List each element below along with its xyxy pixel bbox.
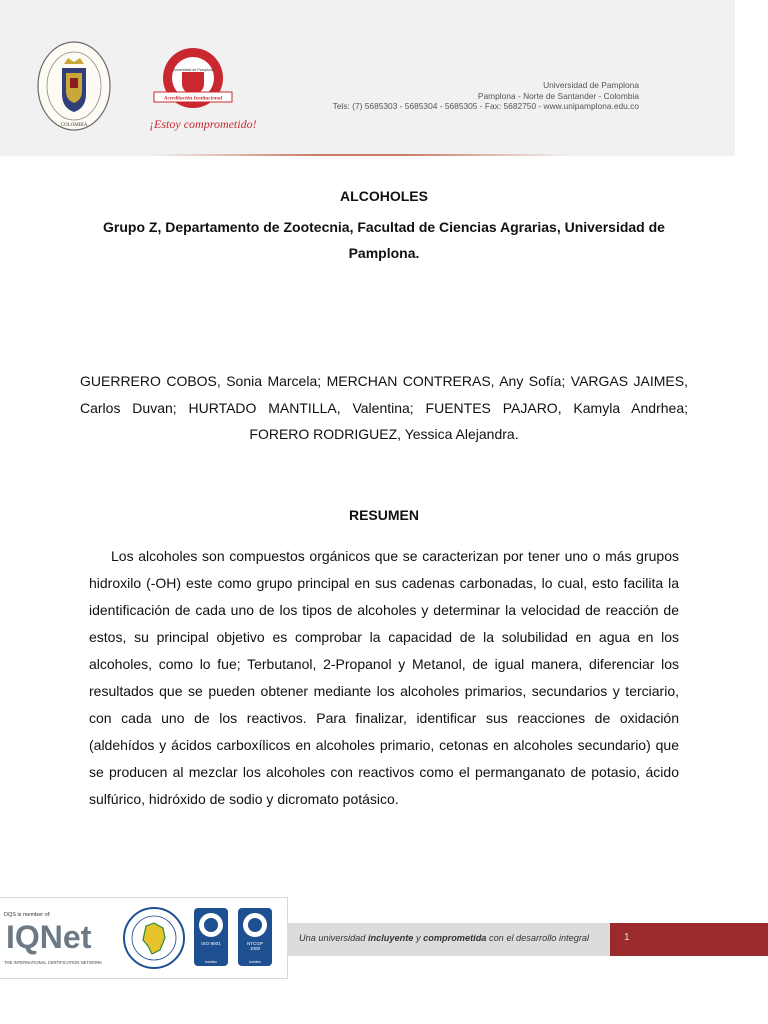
ntcgp-1000-badge — [238, 908, 272, 966]
slogan-part: y — [413, 933, 424, 943]
footer-page-box — [610, 923, 768, 956]
authors-list: GUERRERO COBOS, Sonia Marcela; MERCHAN CONTRERAS, Any Sofía; VARGAS JAIMES, Carlos Duvan; HURTADO MANTILLA, Valentina; FUENTES PAJARO, Kamyla Andrhea; FORERO RODRIGUEZ, Yessica Alejandra. — [80, 373, 688, 442]
seal-bottom-text: COLOMBIA — [60, 123, 88, 128]
footer-slogan-band — [287, 923, 610, 956]
ntcgp-label-a: NTCGP — [246, 941, 264, 946]
ntcgp-label — [238, 941, 272, 952]
contact-block — [333, 80, 639, 112]
document-title: ALCOHOLES — [340, 188, 428, 204]
accreditation-logo — [148, 44, 258, 136]
abstract-paragraph: Los alcoholes son compuestos orgánicos que se caracterizan por tener uno o más grupos hidroxilo (-OH) este como grupo principal en sus cadenas carbonadas, lo cual, esto facilita la identificación de cada uno de los tipos de alcoholes y determinar la velocidad de reacción de estos, su principal objetivo es comprobar la capacidad de la solubilidad en agua en los alcoholes, como lo fue; Terbutanol, 2-Propanol y Metanol, de igual manera, diferenciar los resultados que se pueden obtener mediante los alcoholes primarios, secundarios y terciario, con cada uno de los reactivos. Para finalizar, identificar sus reacciones de oxidación (aldehídos y ácidos carboxílicos en alcoholes primario, cetonas en alcoholes secundario) que se producen al mezclar los alcoholes con reactivos como el permanganato de potasio, ácido sulfúrico, hidróxido de sodio y dicromato potásico. — [89, 548, 679, 807]
icontec-brand: icontec — [204, 960, 218, 964]
slogan-bold-comprometida: comprometida — [423, 933, 487, 943]
page-number: 1 — [624, 932, 630, 943]
icontec-icon — [243, 913, 267, 937]
abstract-heading: RESUMEN — [348, 507, 419, 523]
iqnet-subtitle: THE INTERNATIONAL CERTIFICATION NETWORK — [4, 960, 103, 965]
iqnet-member-text: DQS is member of: — [4, 912, 51, 918]
footer-slogan — [299, 933, 589, 943]
university-seal-logo — [36, 40, 112, 132]
contact-phones: Tels: (7) 5685303 - 5685304 - 5685305 - Fax: 5682750 - www.unipamplona.edu.co — [332, 101, 639, 111]
accreditation-ribbon-text: Acreditación Institucional — [163, 95, 223, 102]
colombia-seal-icon — [122, 906, 186, 970]
slogan-part: con el desarrollo integral — [486, 933, 590, 943]
group-affiliation: Grupo Z, Departamento de Zootecnia, Facultad de Ciencias Agrarias, Universidad de Pamplona. — [103, 219, 665, 261]
icontec-icon — [199, 913, 223, 937]
certification-logos — [0, 897, 288, 979]
iqnet-logo: IQNet — [6, 919, 92, 955]
contact-university: Universidad de Pamplona — [543, 80, 639, 90]
accreditation-slogan: ¡Estoy comprometido! — [149, 117, 257, 131]
slogan-part: Una universidad — [299, 933, 368, 943]
emblem-text: Universidad de Pamplona — [172, 68, 214, 72]
iso-9001-badge — [194, 908, 228, 966]
header-divider — [150, 154, 570, 156]
icontec-brand: icontec — [248, 960, 262, 964]
letterhead — [0, 0, 735, 156]
iso-9001-label: ISO 9001 — [201, 941, 221, 946]
slogan-bold-incluyente: incluyente — [367, 933, 414, 943]
ntcgp-label-b: 1000 — [249, 946, 261, 952]
contact-location: Pamplona - Norte de Santander - Colombia — [477, 90, 639, 101]
